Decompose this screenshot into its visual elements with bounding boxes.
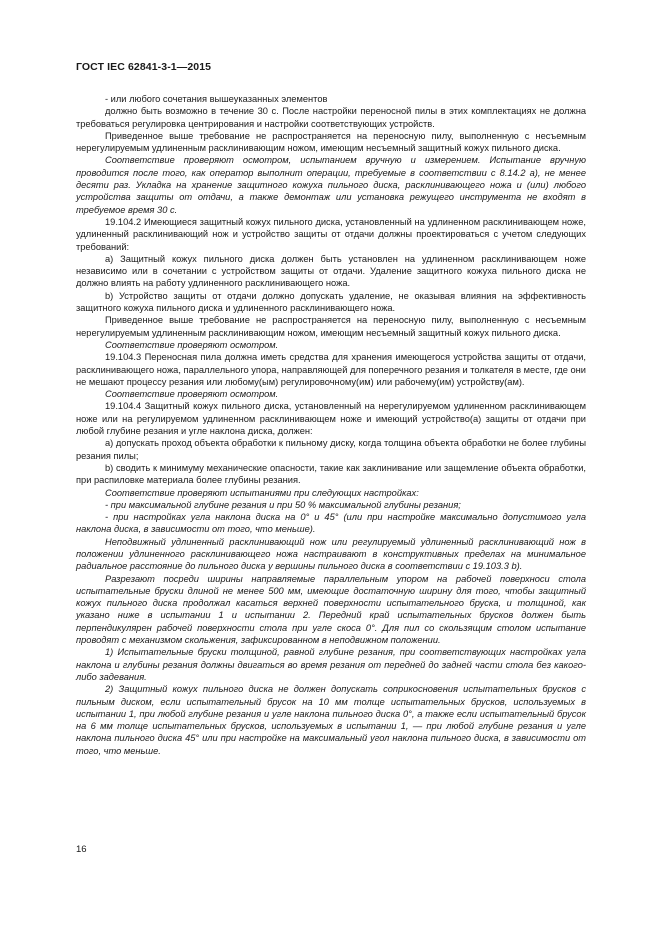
paragraph: 19.104.3 Переносная пила должна иметь средства для хранения имеющегося устройства защиты от отдачи, расклинивающего ножа, параллельного упора, направляющей для поперечного резания и толкателя в месте, где они не мешают процессу резания или любому(ым) регулировочному(им) или рабочему(им) устройству(ам). <box>76 352 586 387</box>
paragraph: Соответствие проверяют осмотром. <box>105 339 279 350</box>
paragraph: 1) Испытательные бруски толщиной, равной глубине резания, при соответствующих настройках угла наклона и глубины резания должны двигаться во время резания от передней до задней части стола без какого-либо задевания. <box>76 647 586 682</box>
paragraph: Соответствие проверяют осмотром, испытанием вручную и измерением. Испытание вручную проводится после того, как оператор выполнит операции, требуемые в соответствии с 8.14.2 а), не менее десяти раз. Укладка на хранение защитного кожуха пильного диска, расклинивающего ножа и (или) любого устройства защиты от отдачи, а также демонтаж или установка режущего инструмента не входят в требуемое время 30 с. <box>76 155 586 215</box>
paragraph: - при настройках угла наклона диска на 0° и 45° (или при настройке максимально допустимого угла наклона диска, в зависимости от того, что меньше). <box>76 512 586 535</box>
paragraph: 19.104.4 Защитный кожух пильного диска, установленный на нерегулируемом удлиненном расклинивающем ноже или на регулируемом удлиненном расклинивающем ноже и имеющий устройство(а) защиты от отдачи при любой глубине резания и угле наклона диска, должен: <box>76 401 586 437</box>
paragraph: a) Защитный кожух пильного диска должен быть установлен на удлиненном расклинивающем ноже независимо или в сочетании с устройством защиты от отдачи. Удаление защитного кожуха пильного диска не должно влиять на работу удлиненного расклинивающего ножа. <box>76 253 586 289</box>
paragraph: - или любого сочетания вышеуказанных элементов <box>105 94 328 104</box>
paragraph: 2) Защитный кожух пильного диска не должен допускать соприкосновения испытательных брусков с пильным диском, если испытательный брусок на 10 мм толще испытательных брусков, используемых в испытании 1, при любой глубине резания и угле наклона пильного диска 0°, а также если испытательный брусок на 6 мм толще испытательных брусков, используемых в испытании 1, — при любой глубине резания и угле наклона пильного диска 45° или при настройке на максимальный угол наклона пильного диска, в зависимости от того, что меньше. <box>76 684 586 756</box>
document-header: ГОСТ IEC 62841-3-1—2015 <box>76 61 212 73</box>
paragraph: Разрезают посреди ширины направляемые параллельным упором на рабочей поверхноси стола испытательные бруски длиной не менее 500 мм, имеющие достаточную ширину для того, чтобы защитный кожух пильного диска продолжал касаться верхней поверхности испытательного бруска, и толщиной, как указано ниже в испытании 1 и испытании 2. Передний край испытательных брусков должен быть перпендикулярен рабочей поверхности стола при угле скоса 0°. Для пил со скользящим столом испытание проводят с механизмом скольжения, зафиксированном в неподвижном положении. <box>76 573 586 646</box>
paragraph: должно быть возможно в течение 30 с. После настройки переносной пилы в этих комплектациях не должна требоваться регулировка центрирования и настройки соответствующих устройств. <box>76 106 586 129</box>
paragraph: Неподвижный удлиненный расклинивающий нож или регулируемый удлиненный расклинивающий нож в положении удлиненного расклинивающего ножа настраивают в конструктивных пределах на минимальное радиальное расстояние до пильного диска у вершины пильного диска в соответствии с 19.103.3 b). <box>76 536 586 572</box>
paragraph: b) Устройство защиты от отдачи должно допускать удаление, не оказывая влияния на эффективность защитного кожуха пильного диска и удлиненного расклинивающего ножа. <box>76 290 586 314</box>
paragraph: - при максимальной глубине резания и при 50 % максимальной глубины резания; <box>105 499 461 510</box>
document-body <box>76 93 586 757</box>
page-number: 16 <box>76 844 87 855</box>
paragraph: Соответствие проверяют испытаниями при следующих настройках: <box>105 487 419 498</box>
paragraph: b) сводить к минимуму механические опасности, такие как заклинивание или защемление объекта обработки, при распиловке материала более глубины резания. <box>76 462 586 486</box>
paragraph: Соответствие проверяют осмотром. <box>105 389 279 400</box>
paragraph: 19.104.2 Имеющиеся защитный кожух пильного диска, установленный на удлиненном расклинивающем ноже, удлиненный расклинивающий нож и устройство защиты от отдачи должны проектироваться с учетом следующих требований: <box>76 216 586 252</box>
paragraph: a) допускать проход объекта обработки к пильному диску, когда толщина объекта обработки не более глубины резания пилы; <box>76 438 586 461</box>
paragraph: Приведенное выше требование не распространяется на переносную пилу, выполненную с несъемным нерегулируемым удлиненным расклинивающим ножом, имеющим несъемный защитный кожух пильного диска. <box>76 130 586 154</box>
paragraph: Приведенное выше требование не распространяется на переносную пилу, выполненную с несъемным нерегулируемым удлиненным расклинивающим ножом, имеющим несъемный защитный кожух пильного диска. <box>76 315 586 338</box>
